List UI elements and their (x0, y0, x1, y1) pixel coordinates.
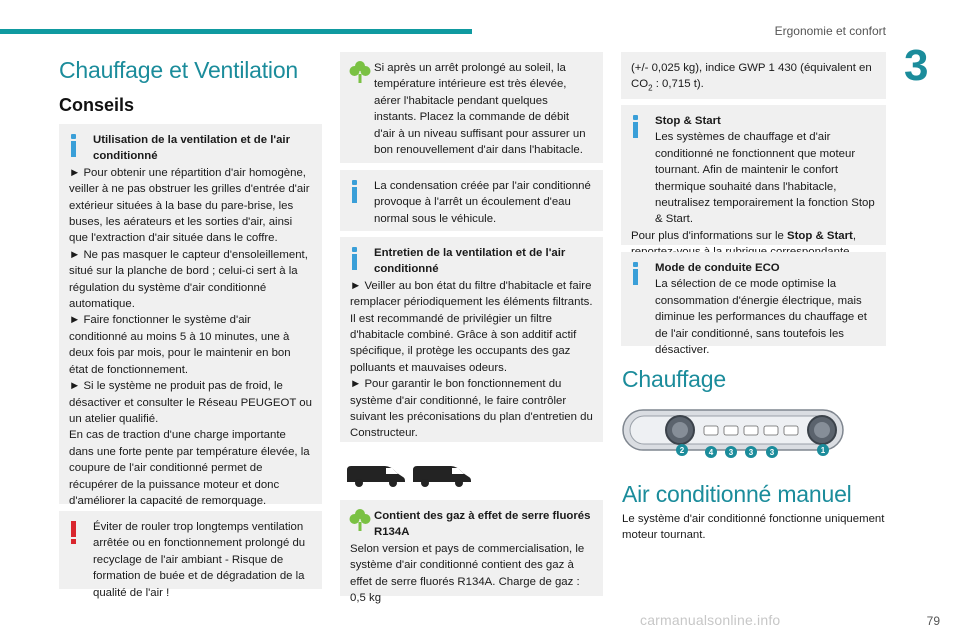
header-accent-bar (0, 29, 472, 34)
page-number: 79 (926, 614, 940, 628)
stop-start-text: Les systèmes de chauffage et d'air conditionné ne fonctionnent que moteur tournant. Afin de maintenir le confort thermique souhaité dans l'habitacle, neutralisez temporairement la fonction Stop & Start. (655, 131, 875, 226)
info-icon (632, 115, 640, 139)
tip-line: ► Si le système ne produit pas de froid, le désactiver et consulter le Réseau PEUGEOT ou un atelier qualifié. (69, 380, 312, 425)
panel-button (724, 426, 738, 435)
panel-button (784, 426, 798, 435)
warning-box (59, 511, 322, 599)
panel-button (744, 426, 758, 435)
gas-eco-box (340, 500, 603, 605)
stop-start-ref: Pour plus d'informations sur le Stop & Start, (631, 229, 857, 242)
section-title: Ergonomie et confort (774, 24, 886, 38)
gas-eco-box-continued (621, 52, 886, 99)
maintenance-title: Entretien de la ventilation et de l'air conditionné (374, 247, 566, 276)
info-icon (632, 262, 640, 286)
info-icon (351, 180, 359, 204)
tip-line: ► Faire fonctionner le système d'air conditionné au moins 5 à 10 minutes, une à deux fois par mois, pour le maintenir en bon état de fonctionnement. (69, 314, 291, 376)
climate-control-panel (622, 408, 844, 458)
tip-line: En cas de traction d'une charge importante dans une forte pente par température élevée, la coupure de l'air conditionné permet de récupérer de la puissance moteur et donc d'améliorer la capacité de remorquage. (69, 429, 310, 507)
maintenance-line: ► Veiller au bon état du filtre d'habitacle et faire remplacer périodiquement les éléments filtrants. Il est recommandé de privilégier un filtre d'habitacle combiné. Grâce à son additif actif spécifique, il protège les occupants des gaz polluants et mauvaises odeurs. (350, 279, 593, 374)
panel-button (764, 426, 778, 435)
van-silhouettes (345, 460, 475, 488)
eco-mode-text: La sélection de ce mode optimise la consommation d'énergie électrique, mais diminue les performances du chauffage et de l'air conditionné, sans toutefois les désactiver. (655, 278, 867, 357)
eco-tree-icon (349, 60, 371, 84)
chapter-number: 3 (904, 41, 929, 90)
page-heading: Chauffage et Ventilation (59, 57, 299, 83)
tip-box-ventilation (59, 124, 322, 507)
maintenance-line: ► Pour garantir le bon fonctionnement du système d'air conditionné, le faire contrôler suivant les préconisations du plan d'entretien du Constructeur. (350, 378, 593, 440)
info-icon (351, 247, 359, 271)
watermark: carmanualsonline.info (640, 612, 781, 628)
condensation-note (340, 170, 603, 231)
eco-mode-title: Mode de conduite ECO (655, 262, 780, 274)
van-icon (413, 466, 471, 487)
eco-tip-box (340, 52, 603, 163)
svg-text:3: 3 (769, 448, 775, 457)
panel-button (704, 426, 718, 435)
condensation-text: La condensation créée par l'air conditionné provoque à l'arrêt un écoulement d'eau normal sous le véhicule. (374, 180, 591, 225)
svg-text:1: 1 (820, 446, 826, 455)
ac-heading: Air conditionné manuel (622, 481, 852, 507)
tip-line: ► Ne pas masquer le capteur d'ensoleillement, situé sur la planche de bord ; celui-ci sert à la régulation du système d'air conditionné automatique. (69, 248, 308, 311)
gas-text: Selon version et pays de commercialisation, le système d'air conditionné contient des gaz à effet de serre fluorés R134A. Charge de gaz : 0,5 kg (350, 542, 585, 605)
warning-icon (70, 521, 78, 545)
maintenance-box (340, 237, 603, 442)
svg-text:3: 3 (748, 448, 754, 457)
eco-mode-box (621, 252, 886, 357)
eco-tree-icon (349, 508, 371, 532)
tip-line: ► Pour obtenir une répartition d'air homogène, veiller à ne pas obstruer les grilles d'entrée d'air extérieur situées à la base du pare-brise, les buses, les aérateurs et les sorties d'air, ainsi que l'extraction d'air située dans le coffre. (69, 166, 310, 245)
tip-title: Utilisation de la ventilation et de l'air conditionné (93, 134, 291, 163)
svg-text:2: 2 (679, 446, 685, 455)
subheading: Conseils (59, 95, 135, 115)
van-icon (347, 466, 405, 487)
gas-title: Contient des gaz à effet de serre fluorés R134A (374, 510, 591, 539)
svg-text:3: 3 (728, 448, 734, 457)
stop-start-title: Stop & Start (655, 115, 721, 127)
eco-tip-text: Si après un arrêt prolongé au soleil, la température intérieure est très élevée, aérer l'habitacle pendant quelques instants. Placez la commande de débit d'air à un niveau suffisant pour assurer un bon renouvellement d'air dans l'habitacle. (374, 62, 586, 157)
warning-text: Éviter de rouler trop longtemps ventilation arrêtée ou en fonctionnement prolongé du recyclage de l'air ambiant - Risque de formation de buée et de dégradation de la qualité de l'air ! (93, 521, 306, 599)
ac-paragraph: Le système d'air conditionné fonctionne uniquement moteur tournant. (622, 513, 885, 542)
gas-continuation: (+/- 0,025 kg), indice GWP 1 430 (équivalent en $CO_2$ : 0,715 t). (631, 62, 872, 93)
info-icon (70, 134, 78, 158)
stop-start-box (621, 105, 886, 245)
heating-heading: Chauffage (622, 366, 726, 392)
svg-text:4: 4 (708, 448, 714, 457)
